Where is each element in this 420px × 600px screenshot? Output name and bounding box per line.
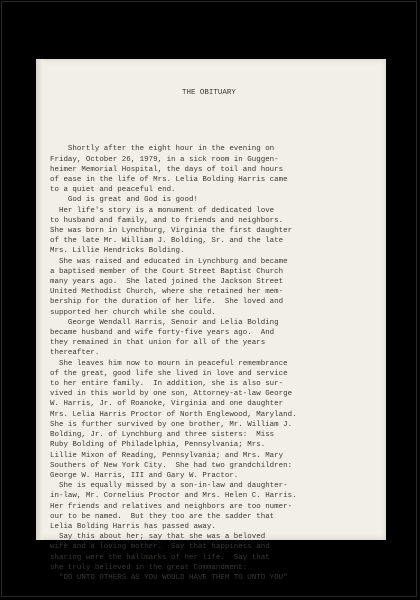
text-line: She is further survived by one brother, Mr. William J. — [50, 420, 293, 429]
text-line: our to be named. But they too are the sadder that — [50, 512, 275, 521]
text-line: Lillie Mixon of Reading, Pennsylvania; and Mrs. Mary — [50, 451, 284, 460]
text-line: Say this about her; say that she was a beloved — [50, 533, 266, 542]
text-line: She was raised and educated in Lynchburg and became — [50, 257, 288, 266]
text-line: a baptised member of the Court Street Baptist Church — [50, 267, 284, 276]
text-line: Shortly after the eight hour in the evening on — [50, 145, 275, 154]
text-line: Lelia Bolding Harris has passed away. — [50, 522, 216, 531]
text-line: Mrs. Lillie Hendricks Bolding. — [50, 247, 185, 256]
text-line: supported her church while she could. — [50, 308, 216, 317]
text-line: George Wendall Harris, Senoir and Lelia Bolding — [50, 318, 279, 327]
text-line: to her entire family. In addition, she is also sur- — [50, 380, 284, 389]
text-line: to a quiet and peaceful end. — [50, 186, 176, 195]
text-line: thereafter. — [50, 349, 100, 358]
title-spacer — [50, 119, 380, 124]
text-line: God is great and God is good! — [50, 196, 198, 205]
text-line: Friday, October 26, 1979, in a sick room in Guggen- — [50, 155, 279, 164]
text-line: She is equally missed by a son-in-law and daughter- — [50, 482, 288, 491]
text-line: in-law, Mr. Cornelius Proctor and Mrs. Helen C. Harris. — [50, 492, 297, 501]
text-line: many years ago. She lated joined the Jackson Street — [50, 278, 284, 287]
text-line: bership for the duration of her life. She loved and — [50, 298, 284, 307]
page-edge — [36, 59, 43, 540]
text-line: United Methodist Church, where she retained her mem- — [50, 288, 284, 297]
text-line: sharing were the hallmarks of her life. Say that — [50, 553, 270, 562]
document-page — [36, 59, 386, 582]
text-line: "DO UNTO OTHERS AS YOU WOULD HAVE THEM TO UNTO YOU" — [50, 573, 288, 582]
text-line: She leaves him now to mourn in peaceful remembrance — [50, 359, 288, 368]
text-line: of the great, good life she lived in love and service — [50, 369, 288, 378]
text-line: heimer Memorial Hospital, the days of toil and hours — [50, 165, 284, 174]
text-line: George W. Harris, III and Gary W. Practor. — [50, 471, 239, 480]
text-line: of the late Mr. William J. Bolding, Sr. and the late — [50, 237, 284, 246]
text-line: She was born in Lynchburg, Virginia the first daughter — [50, 227, 293, 236]
text-line: Ruby Bolding of Philadelphia, Pennsylvania; Mrs. — [50, 441, 266, 450]
text-line: vived in this world by one son, Attorney-at-law George — [50, 390, 293, 399]
text-line: she truly believed in the great Commandment: — [50, 563, 248, 572]
text-line: they remained in that union for all of the years — [50, 339, 266, 348]
text-line: Mrs. Lelia Harris Proctor of North Englewood, Maryland. — [50, 410, 297, 419]
text-line: to husband and family, and to friends and neighbors. — [50, 216, 284, 225]
text-line: Southers of New York City. She had two grandchildren: — [50, 461, 293, 470]
document-title: THE OBITUARY — [182, 89, 236, 98]
text-line: wife and a loving mother. Say that happiness and — [50, 543, 270, 552]
text-line: became husband and wife forty-five years ago. And — [50, 329, 275, 338]
text-line: Bolding, Jr. of Lynchburg and three sisters: Miss — [50, 431, 275, 440]
text-line: Her life's story is a monument of dedicated love — [50, 206, 275, 215]
text-line: W. Harris, Jr. of Roanoke, Virginia and one daughter — [50, 400, 284, 409]
text-line: of ease in the life of Mrs. Lelia Bolding Harris came — [50, 176, 288, 185]
text-line: Her friends and relatives and neighbors are too numer- — [50, 502, 293, 511]
obituary-text — [50, 68, 380, 583]
